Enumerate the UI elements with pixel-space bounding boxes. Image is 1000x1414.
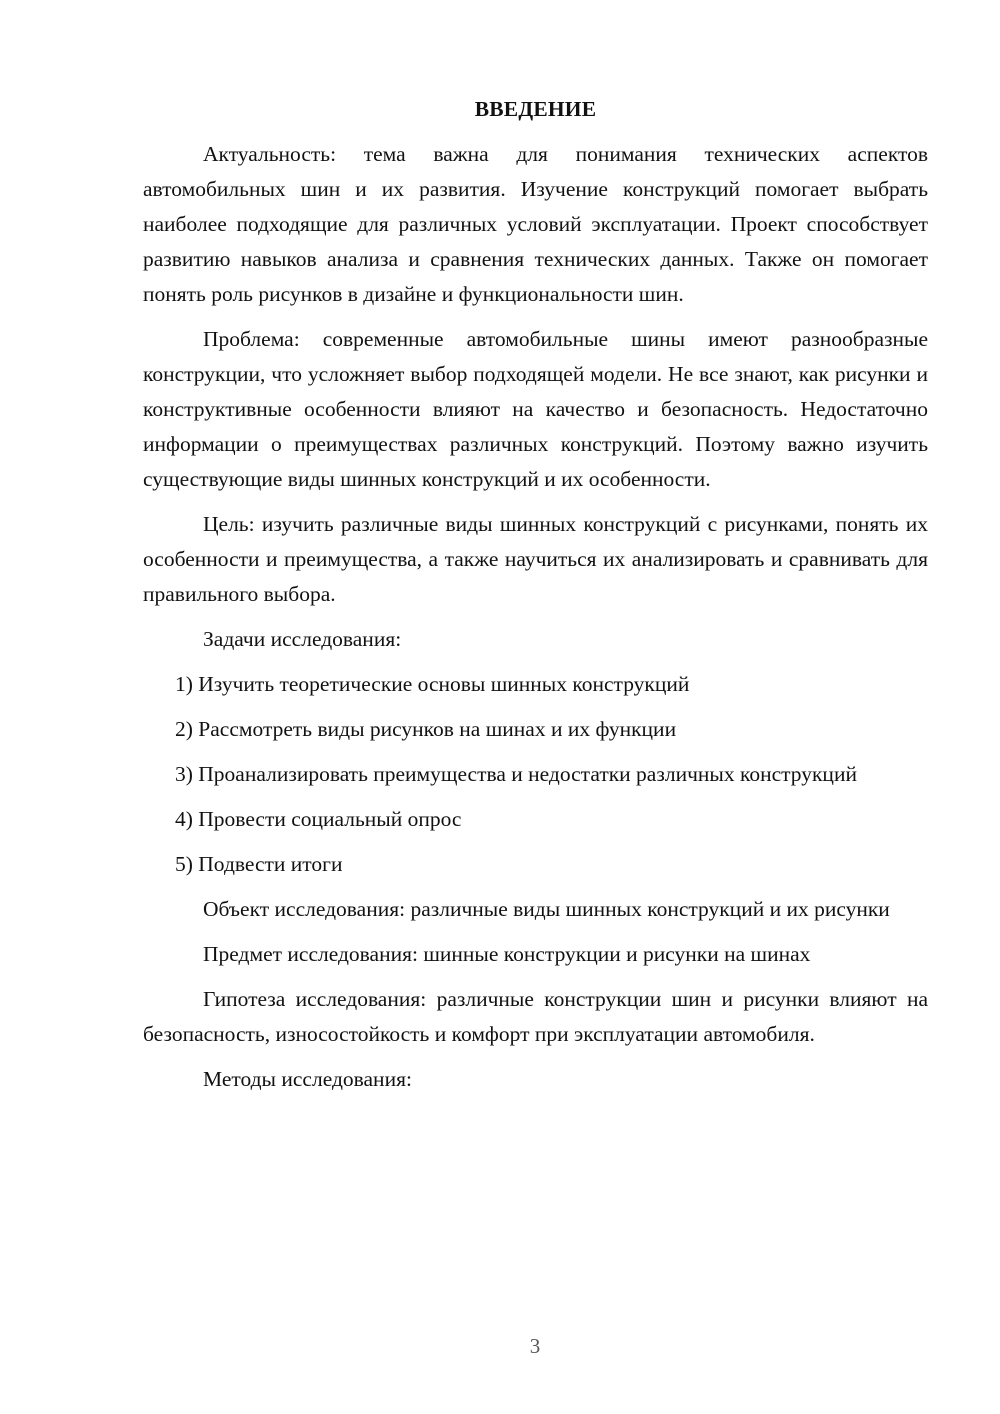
paragraph-methods: Методы исследования:	[203, 1067, 412, 1091]
paragraph-tasks-heading: Задачи исследования:	[203, 627, 402, 651]
task-item-1: 1) Изучить теоретические основы шинных конструкций	[175, 672, 690, 696]
page-number: 3	[529, 1334, 541, 1358]
task-item-2: 2) Рассмотреть виды рисунков на шинах и их функции	[175, 717, 677, 741]
task-item-5: 5) Подвести итоги	[175, 852, 343, 876]
paragraph-hypothesis: Гипотеза исследования: различные конструкции шин и рисунки влияют на безопасность, износостойкость и комфорт при эксплуатации автомобиля.	[143, 987, 928, 1046]
paragraph-relevance: Актуальность: тема важна для понимания технических аспектов автомобильных шин и их развития. Изучение конструкций помогает выбрать наиболее подходящие для различных условий эксплуатации. Проект способствует развитию навыков анализа и сравнения технических данных. Также он помогает понять роль рисунков в дизайне и функциональности шин.	[143, 142, 928, 306]
document-page	[143, 92, 928, 1107]
paragraph-subject: Предмет исследования: шинные конструкции и рисунки на шинах	[203, 942, 811, 966]
paragraph-object: Объект исследования: различные виды шинных конструкций и их рисунки	[203, 897, 890, 921]
task-item-4: 4) Провести социальный опрос	[175, 807, 462, 831]
paragraph-problem: Проблема: современные автомобильные шины имеют разнообразные конструкции, что усложняет выбор подходящей модели. Не все знают, как рисунки и конструктивные особенности влияют на качество и безопасность. Недостаточно информации о преимуществах различных конструкций. Поэтому важно изучить существующие виды шинных конструкций и их особенности.	[143, 327, 928, 491]
task-item-3: 3) Проанализировать преимущества и недостатки различных конструкций	[175, 762, 857, 786]
paragraph-goal: Цель: изучить различные виды шинных конструкций с рисунками, понять их особенности и преимущества, а также научиться их анализировать и сравнивать для правильного выбора.	[143, 512, 928, 606]
page-title: ВВЕДЕНИЕ	[474, 97, 597, 121]
